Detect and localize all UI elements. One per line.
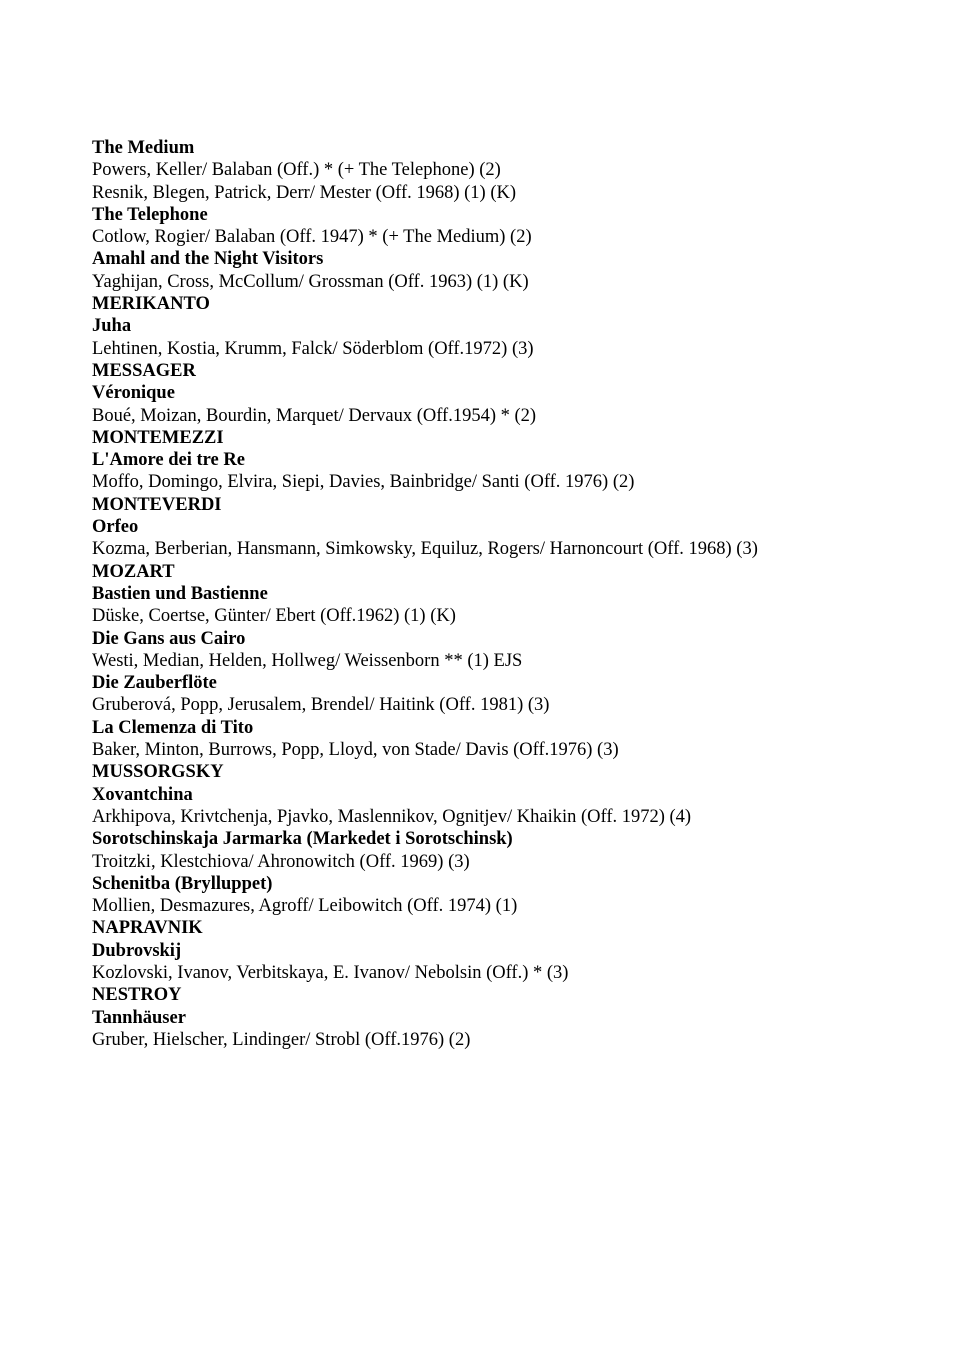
recording-entry: Gruberová, Popp, Jerusalem, Brendel/ Haitink (Off. 1981) (3) xyxy=(92,695,550,716)
recording-entry: Gruber, Hielscher, Lindinger/ Strobl (Off.1976) (2) xyxy=(92,1029,471,1050)
recording-entry: Yaghijan, Cross, McCollum/ Grossman (Off. 1963) (1) (K) xyxy=(92,271,529,292)
recording-entry: Boué, Moizan, Bourdin, Marquet/ Dervaux (Off.1954) * (2) xyxy=(92,405,537,426)
recording-entry: Lehtinen, Kostia, Krumm, Falck/ Söderblom (Off.1972) (3) xyxy=(92,338,534,359)
recording-entry: Arkhipova, Krivtchenja, Pjavko, Maslennikov, Ognitjev/ Khaikin (Off. 1972) (4) xyxy=(92,806,692,827)
heading-opera: The Medium xyxy=(92,138,195,158)
recording-entry: Mollien, Desmazures, Agroff/ Leibowitch (Off. 1974) (1) xyxy=(92,896,518,917)
heading-composer: MONTEMEZZI xyxy=(92,427,224,448)
heading-composer: NAPRAVNIK xyxy=(92,918,203,939)
heading-composer: MESSAGER xyxy=(92,360,196,381)
heading-composer: MERIKANTO xyxy=(92,294,210,315)
recording-entry: Düske, Coertse, Günter/ Ebert (Off.1962) (1) (K) xyxy=(92,606,456,627)
heading-opera: Dubrovskij xyxy=(92,940,182,961)
heading-opera: The Telephone xyxy=(92,204,208,225)
recording-entry: Kozlovski, Ivanov, Verbitskaya, E. Ivanov/ Nebolsin (Off.) * (3) xyxy=(92,962,569,983)
heading-opera: Die Gans aus Cairo xyxy=(92,628,246,649)
heading-composer: MUSSORGSKY xyxy=(92,762,224,783)
heading-composer: NESTROY xyxy=(92,985,182,1006)
heading-opera: Die Zauberflöte xyxy=(92,673,217,694)
heading-opera: La Clemenza di Tito xyxy=(92,717,254,738)
recording-entry: Westi, Median, Helden, Hollweg/ Weissenborn ** (1) EJS xyxy=(92,650,523,671)
document-body xyxy=(92,137,932,1051)
heading-opera: Tannhäuser xyxy=(92,1007,186,1028)
recording-entry: Troitzki, Klestchiova/ Ahronowitch (Off. 1969) (3) xyxy=(92,851,470,872)
recording-entry: Kozma, Berberian, Hansmann, Simkowsky, Equiluz, Rogers/ Harnoncourt (Off. 1968) (3) xyxy=(92,539,758,560)
recording-entry: Cotlow, Rogier/ Balaban (Off. 1947) * (+ The Medium) (2) xyxy=(92,227,532,248)
heading-opera: Bastien und Bastienne xyxy=(92,583,268,604)
recording-entry: Resnik, Blegen, Patrick, Derr/ Mester (Off. 1968) (1) (K) xyxy=(92,182,517,203)
heading-opera: Orfeo xyxy=(92,517,139,538)
heading-opera: Schenitba (Brylluppet) xyxy=(92,873,273,894)
heading-opera: Véronique xyxy=(92,383,175,404)
heading-opera: Amahl and the Night Visitors xyxy=(92,249,324,270)
heading-opera: Xovantchina xyxy=(92,784,193,805)
recording-entry: Moffo, Domingo, Elvira, Siepi, Davies, Bainbridge/ Santi (Off. 1976) (2) xyxy=(92,472,635,493)
heading-composer: MONTEVERDI xyxy=(92,494,222,515)
heading-opera: Sorotschinskaja Jarmarka (Markedet i Sorotschinsk) xyxy=(92,829,513,850)
recording-entry: Baker, Minton, Burrows, Popp, Lloyd, von Stade/ Davis (Off.1976) (3) xyxy=(92,740,619,761)
recording-entry: Powers, Keller/ Balaban (Off.) * (+ The Telephone) (2) xyxy=(92,160,501,181)
heading-opera: L'Amore dei tre Re xyxy=(92,450,245,471)
heading-opera: Juha xyxy=(92,316,132,337)
heading-composer: MOZART xyxy=(92,561,175,582)
